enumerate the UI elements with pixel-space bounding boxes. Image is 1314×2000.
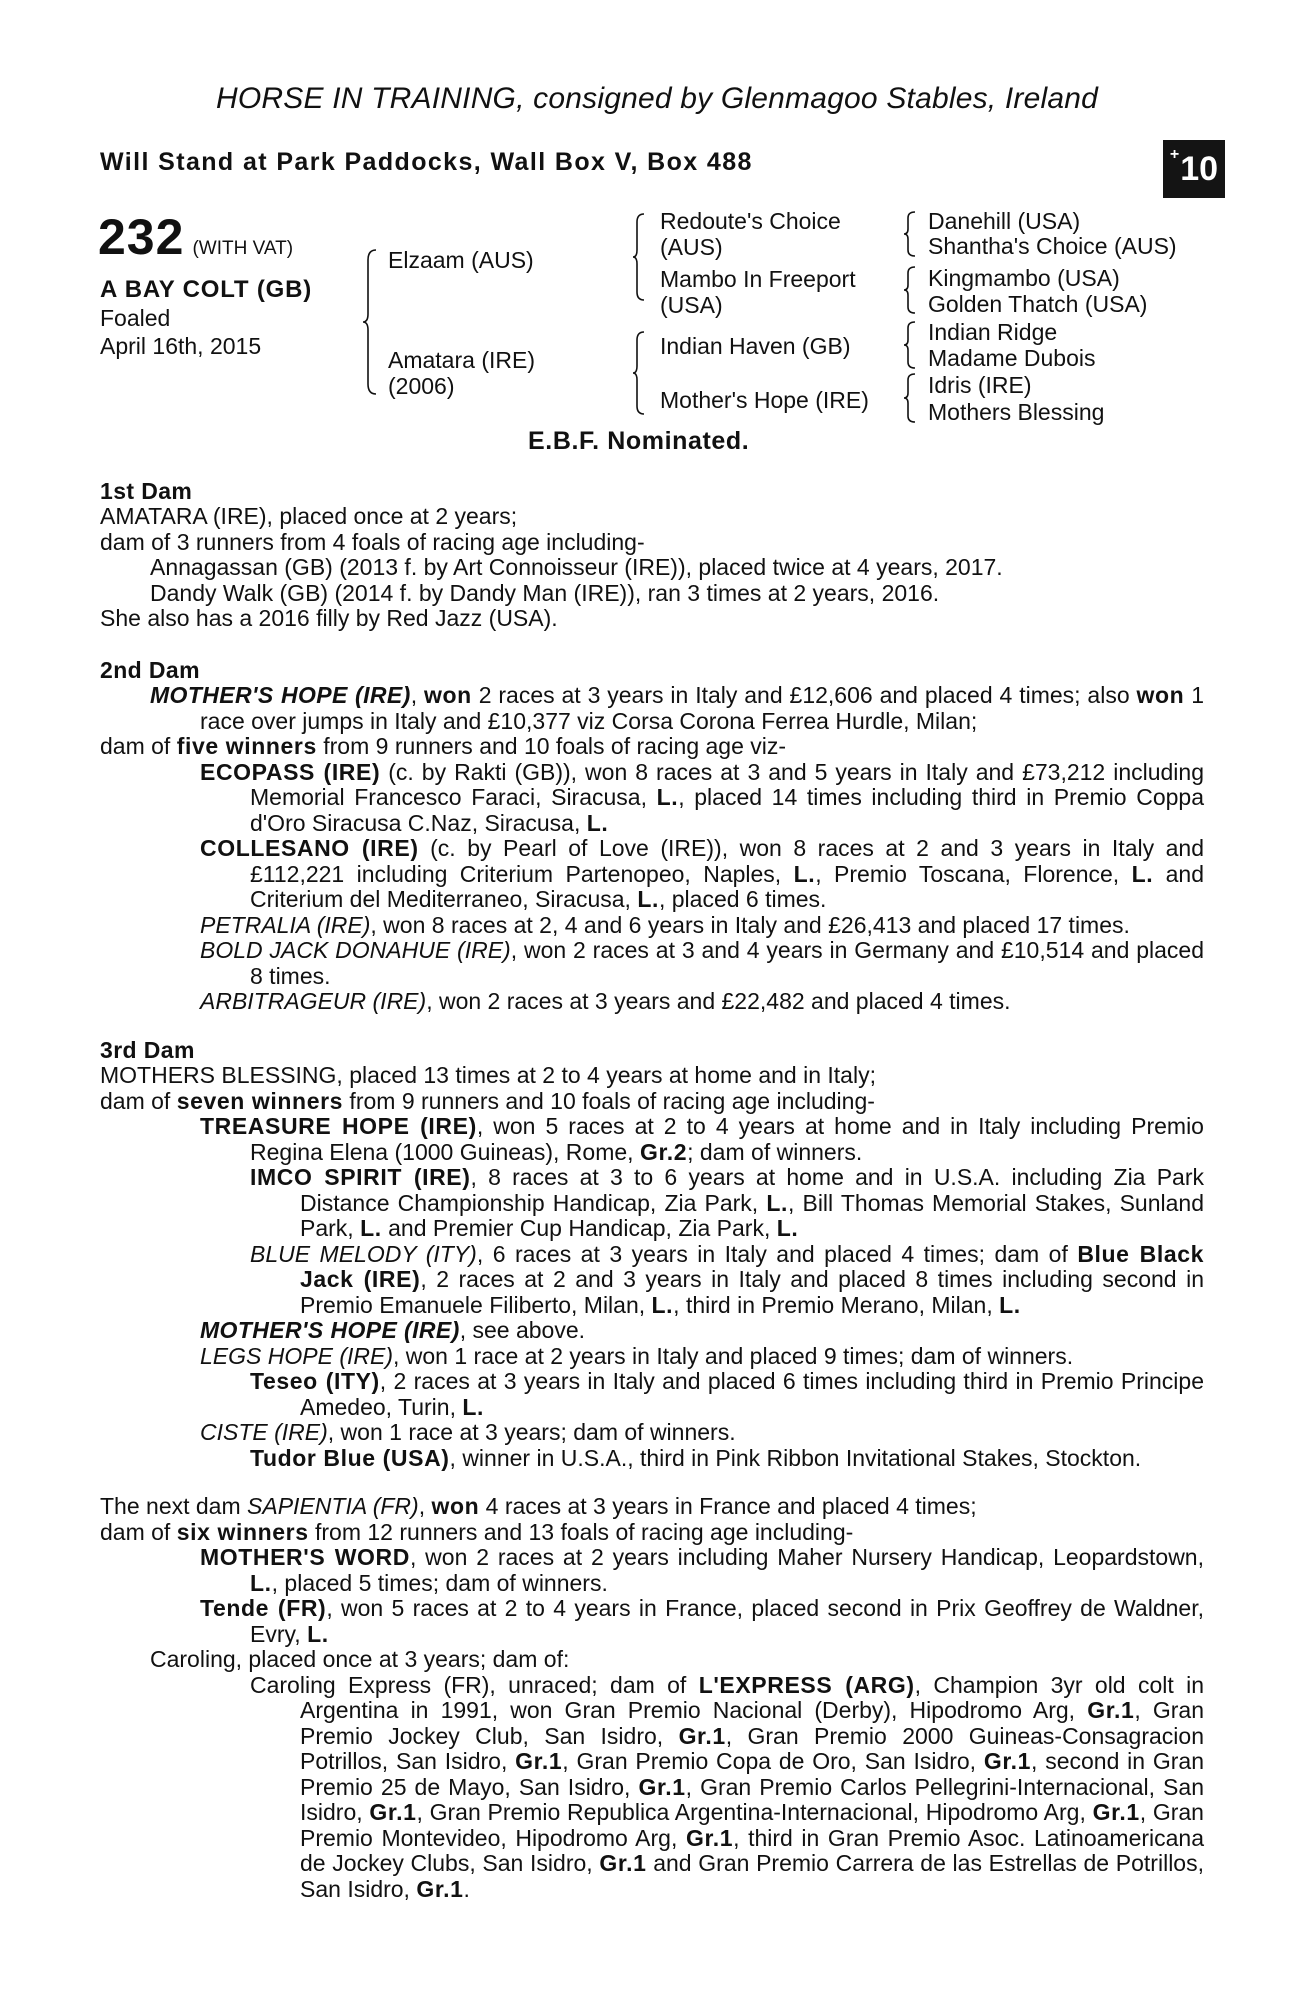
- pedigree-dam: [388, 347, 535, 399]
- pedigree-sd-line1: Mambo In Freeport: [660, 266, 856, 292]
- next-dam-produce: dam of six winners from 12 runners and 13 foals of racing age including-: [100, 1518, 854, 1545]
- produce-mothers-hope: MOTHER'S HOPE (IRE), see above.: [200, 1317, 586, 1343]
- pedigree-brace-dd: [903, 372, 917, 424]
- badge-plus: +: [1169, 146, 1180, 163]
- foaled-label: Foaled: [100, 305, 171, 331]
- produce-treasure-hope: TREASURE HOPE (IRE), won 5 races at 2 to 4 years at home and in Italy including Premio Regina Elena (1000 Guineas), Rome, Gr.2; dam of winners.: [200, 1113, 1204, 1165]
- horse-name: Teseo (ITY): [250, 1368, 380, 1394]
- horse-name: ECOPASS (IRE): [200, 758, 381, 785]
- produce-legs-hope: LEGS HOPE (IRE), won 1 race at 2 years in Italy and placed 9 times; dam of winners.: [200, 1342, 1074, 1369]
- pedigree-dam-dam: Mother's Hope (IRE): [660, 387, 869, 413]
- lot-number-block: [98, 208, 293, 266]
- lot-description: A BAY COLT (GB): [100, 276, 313, 303]
- third-dam-produce: dam of seven winners from 9 runners and 10 foals of racing age including-: [100, 1087, 875, 1114]
- horse-name: PETRALIA (IRE): [200, 911, 371, 938]
- pedigree-sds: Kingmambo (USA): [928, 265, 1120, 291]
- produce-tudor-blue: Tudor Blue (USA), winner in U.S.A., third in Pink Ribbon Invitational Stakes, Stockton.: [250, 1444, 1142, 1471]
- pedigree-dss: Indian Ridge: [928, 319, 1058, 345]
- produce-ecopass: ECOPASS (IRE) (c. by Rakti (GB)), won 8 races at 3 and 5 years in Italy and £73,212 including Memorial Francesco Faraci, Siracusa, L., placed 14 times including third in Premio Coppa d'Oro Siracusa C.Naz, Siracusa, L.: [200, 758, 1204, 836]
- pedigree-dam-name: Amatara (IRE): [388, 347, 535, 373]
- first-dam-heading: 1st Dam: [100, 478, 193, 504]
- pedigree-sire-sire: [660, 208, 841, 260]
- horse-name: MOTHER'S HOPE (IRE): [150, 682, 411, 708]
- produce-caroling: Caroling, placed once at 3 years; dam of:: [150, 1646, 570, 1672]
- pedigree-ss-line1: Redoute's Choice: [660, 208, 841, 234]
- produce-arbitrageur: ARBITRAGEUR (IRE), won 2 races at 3 years and £22,482 and placed 4 times.: [200, 988, 1011, 1014]
- first-dam-line: dam of 3 runners from 4 foals of racing age including-: [100, 528, 645, 555]
- produce-bold-jack: BOLD JACK DONAHUE (IRE), won 2 races at 3 and 4 years in Germany and £10,514 and placed 8 times.: [200, 937, 1205, 989]
- produce-blue-melody: BLUE MELODY (ITY), 6 races at 3 years in Italy and placed 4 times; dam of Blue Black Jack (IRE), 2 races at 2 and 3 years in Italy and placed 8 times including second in Premio Emanuele Filiberto, Milan, L., third in Premio Merano, Milan, L.: [250, 1240, 1205, 1318]
- horse-name: BLUE MELODY (ITY): [250, 1240, 477, 1267]
- pedigree-dam-year: (2006): [388, 373, 455, 399]
- horse-name: CISTE (IRE): [200, 1419, 328, 1445]
- produce-imco-spirit: IMCO SPIRIT (IRE), 8 races at 3 to 6 years at home and in U.S.A. including Zia Park Distance Championship Handicap, Zia Park, L., Bill Thomas Memorial Stakes, Sunland Park, L. and Premier Cup Handicap, Zia Park, L.: [250, 1164, 1204, 1241]
- second-dam-entry: MOTHER'S HOPE (IRE), won 2 races at 3 years in Italy and £12,606 and placed 4 times; also won 1 race over jumps in Italy and £10,377 viz Corsa Corona Ferrea Hurdle, Milan;: [150, 682, 1204, 734]
- pedigree-brace-sire: [632, 212, 646, 302]
- foaled-date: April 16th, 2015: [100, 333, 262, 359]
- ebf-nominated: E.B.F. Nominated.: [528, 427, 750, 455]
- pedigree-ssd: Shantha's Choice (AUS): [928, 233, 1177, 259]
- horse-name: MOTHER'S HOPE (IRE): [200, 1317, 460, 1343]
- pedigree-brace-main: [362, 248, 378, 396]
- pedigree-brace-ds: [903, 320, 917, 370]
- horse-name: BOLD JACK DONAHUE (IRE): [200, 937, 511, 963]
- pedigree-dds: Idris (IRE): [928, 372, 1032, 398]
- first-dam-foal: Annagassan (GB) (2013 f. by Art Connoisseur (IRE)), placed twice at 4 years, 2017.: [150, 554, 1003, 580]
- horse-name: IMCO SPIRIT (IRE): [250, 1164, 471, 1190]
- page-title: HORSE IN TRAINING, consigned by Glenmagoo Stables, Ireland: [216, 82, 1098, 115]
- pedigree-sdd: Golden Thatch (USA): [928, 291, 1148, 317]
- next-dam-section: [100, 1494, 1204, 1902]
- produce-mothers-word: MOTHER'S WORD, won 2 races at 2 years including Maher Nursery Handicap, Leopardstown, L., placed 5 times; dam of winners.: [200, 1544, 1204, 1596]
- horse-name: Tudor Blue (USA): [250, 1444, 450, 1471]
- pedigree-dsd: Madame Dubois: [928, 345, 1096, 371]
- pedigree-dam-sire: Indian Haven (GB): [660, 333, 851, 359]
- pedigree-sss: Danehill (USA): [928, 208, 1081, 234]
- first-dam-line: She also has a 2016 filly by Red Jazz (USA).: [100, 605, 558, 631]
- second-dam-produce: dam of five winners from 9 runners and 10 foals of racing age viz-: [100, 733, 787, 759]
- horse-name: MOTHER'S WORD: [200, 1544, 410, 1570]
- second-dam-heading: 2nd Dam: [100, 657, 200, 683]
- second-dam-section: [100, 683, 1204, 1015]
- produce-teseo: Teseo (ITY), 2 races at 3 years in Italy and placed 6 times including third in Premio Principe Amedeo, Turin, L.: [250, 1368, 1205, 1420]
- first-dam-section: [100, 504, 1204, 632]
- pedigree-sire: Elzaam (AUS): [388, 247, 534, 273]
- horse-name: ARBITRAGEUR (IRE): [200, 988, 427, 1014]
- produce-ciste: CISTE (IRE), won 1 race at 3 years; dam of winners.: [200, 1419, 736, 1445]
- produce-tende: Tende (FR), won 5 races at 2 to 4 years in France, placed second in Prix Geoffrey de Waldner, Evry, L.: [200, 1595, 1204, 1647]
- next-dam-line: The next dam SAPIENTIA (FR), won 4 races at 3 years in France and placed 4 times;: [100, 1493, 977, 1519]
- third-dam-line: MOTHERS BLESSING, placed 13 times at 2 to 4 years at home and in Italy;: [100, 1062, 876, 1088]
- horse-name: COLLESANO (IRE): [200, 835, 419, 861]
- pedigree-brace-sd: [903, 265, 917, 315]
- produce-collesano: COLLESANO (IRE) (c. by Pearl of Love (IRE)), won 8 races at 2 and 3 years in Italy and £112,221 including Criterium Partenopeo, Naples, L., Premio Toscana, Florence, L. and Criterium del Mediterraneo, Siracusa, L., placed 6 times.: [200, 835, 1205, 912]
- horse-name: Tende (FR): [200, 1595, 327, 1621]
- pedigree-brace-ss: [903, 210, 917, 258]
- vat-label: (WITH VAT): [192, 238, 294, 259]
- badge-number: 10: [1180, 149, 1219, 188]
- pedigree-ddd: Mothers Blessing: [928, 399, 1105, 425]
- produce-petralia: PETRALIA (IRE), won 8 races at 2, 4 and 6 years in Italy and £26,413 and placed 17 times.: [200, 911, 1130, 938]
- pedigree-ss-line2: (AUS): [660, 234, 723, 260]
- produce-caroling-express: Caroling Express (FR), unraced; dam of L'EXPRESS (ARG), Champion 3yr old colt in Argentina in 1991, won Gran Premio Nacional (Derby), Hipodromo Arg, Gr.1, Gran Premio Jockey Club, San Isidro, Gr.1, Gran Premio 2000 Guineas-Consagracion Potrillos, San Isidro, Gr.1, Gran Premio Copa de Oro, San Isidro, Gr.1, second in Gran Premio 25 de Mayo, San Isidro, Gr.1, Gran Premio Carlos Pellegrini-Internacional, San Isidro, Gr.1, Gran Premio Republica Argentina-Internacional, Hipodromo Arg, Gr.1, Gran Premio Montevideo, Hipodromo Arg, Gr.1, third in Gran Premio Asoc. Latinoamericana de Jockey Clubs, San Isidro, Gr.1 and Gran Premio Carrera de las Estrellas de Potrillos, San Isidro, Gr.1.: [250, 1671, 1205, 1902]
- pedigree-sd-line2: (USA): [660, 292, 723, 318]
- pedigree-brace-dam: [632, 330, 646, 416]
- pedigree-sire-dam: [660, 266, 856, 318]
- third-dam-section: [100, 1063, 1204, 1471]
- horse-name: TREASURE HOPE (IRE): [200, 1113, 477, 1139]
- stand-location: Will Stand at Park Paddocks, Wall Box V, Box 488: [100, 148, 753, 176]
- horse-name: LEGS HOPE (IRE): [200, 1342, 393, 1369]
- third-dam-heading: 3rd Dam: [100, 1037, 195, 1063]
- lot-info: [100, 276, 312, 360]
- first-dam-line: AMATARA (IRE), placed once at 2 years;: [100, 503, 518, 529]
- lot-number: 232: [98, 209, 185, 265]
- first-dam-foal: Dandy Walk (GB) (2014 f. by Dandy Man (IRE)), ran 3 times at 2 years, 2016.: [150, 579, 940, 606]
- lot-badge: [1163, 140, 1225, 198]
